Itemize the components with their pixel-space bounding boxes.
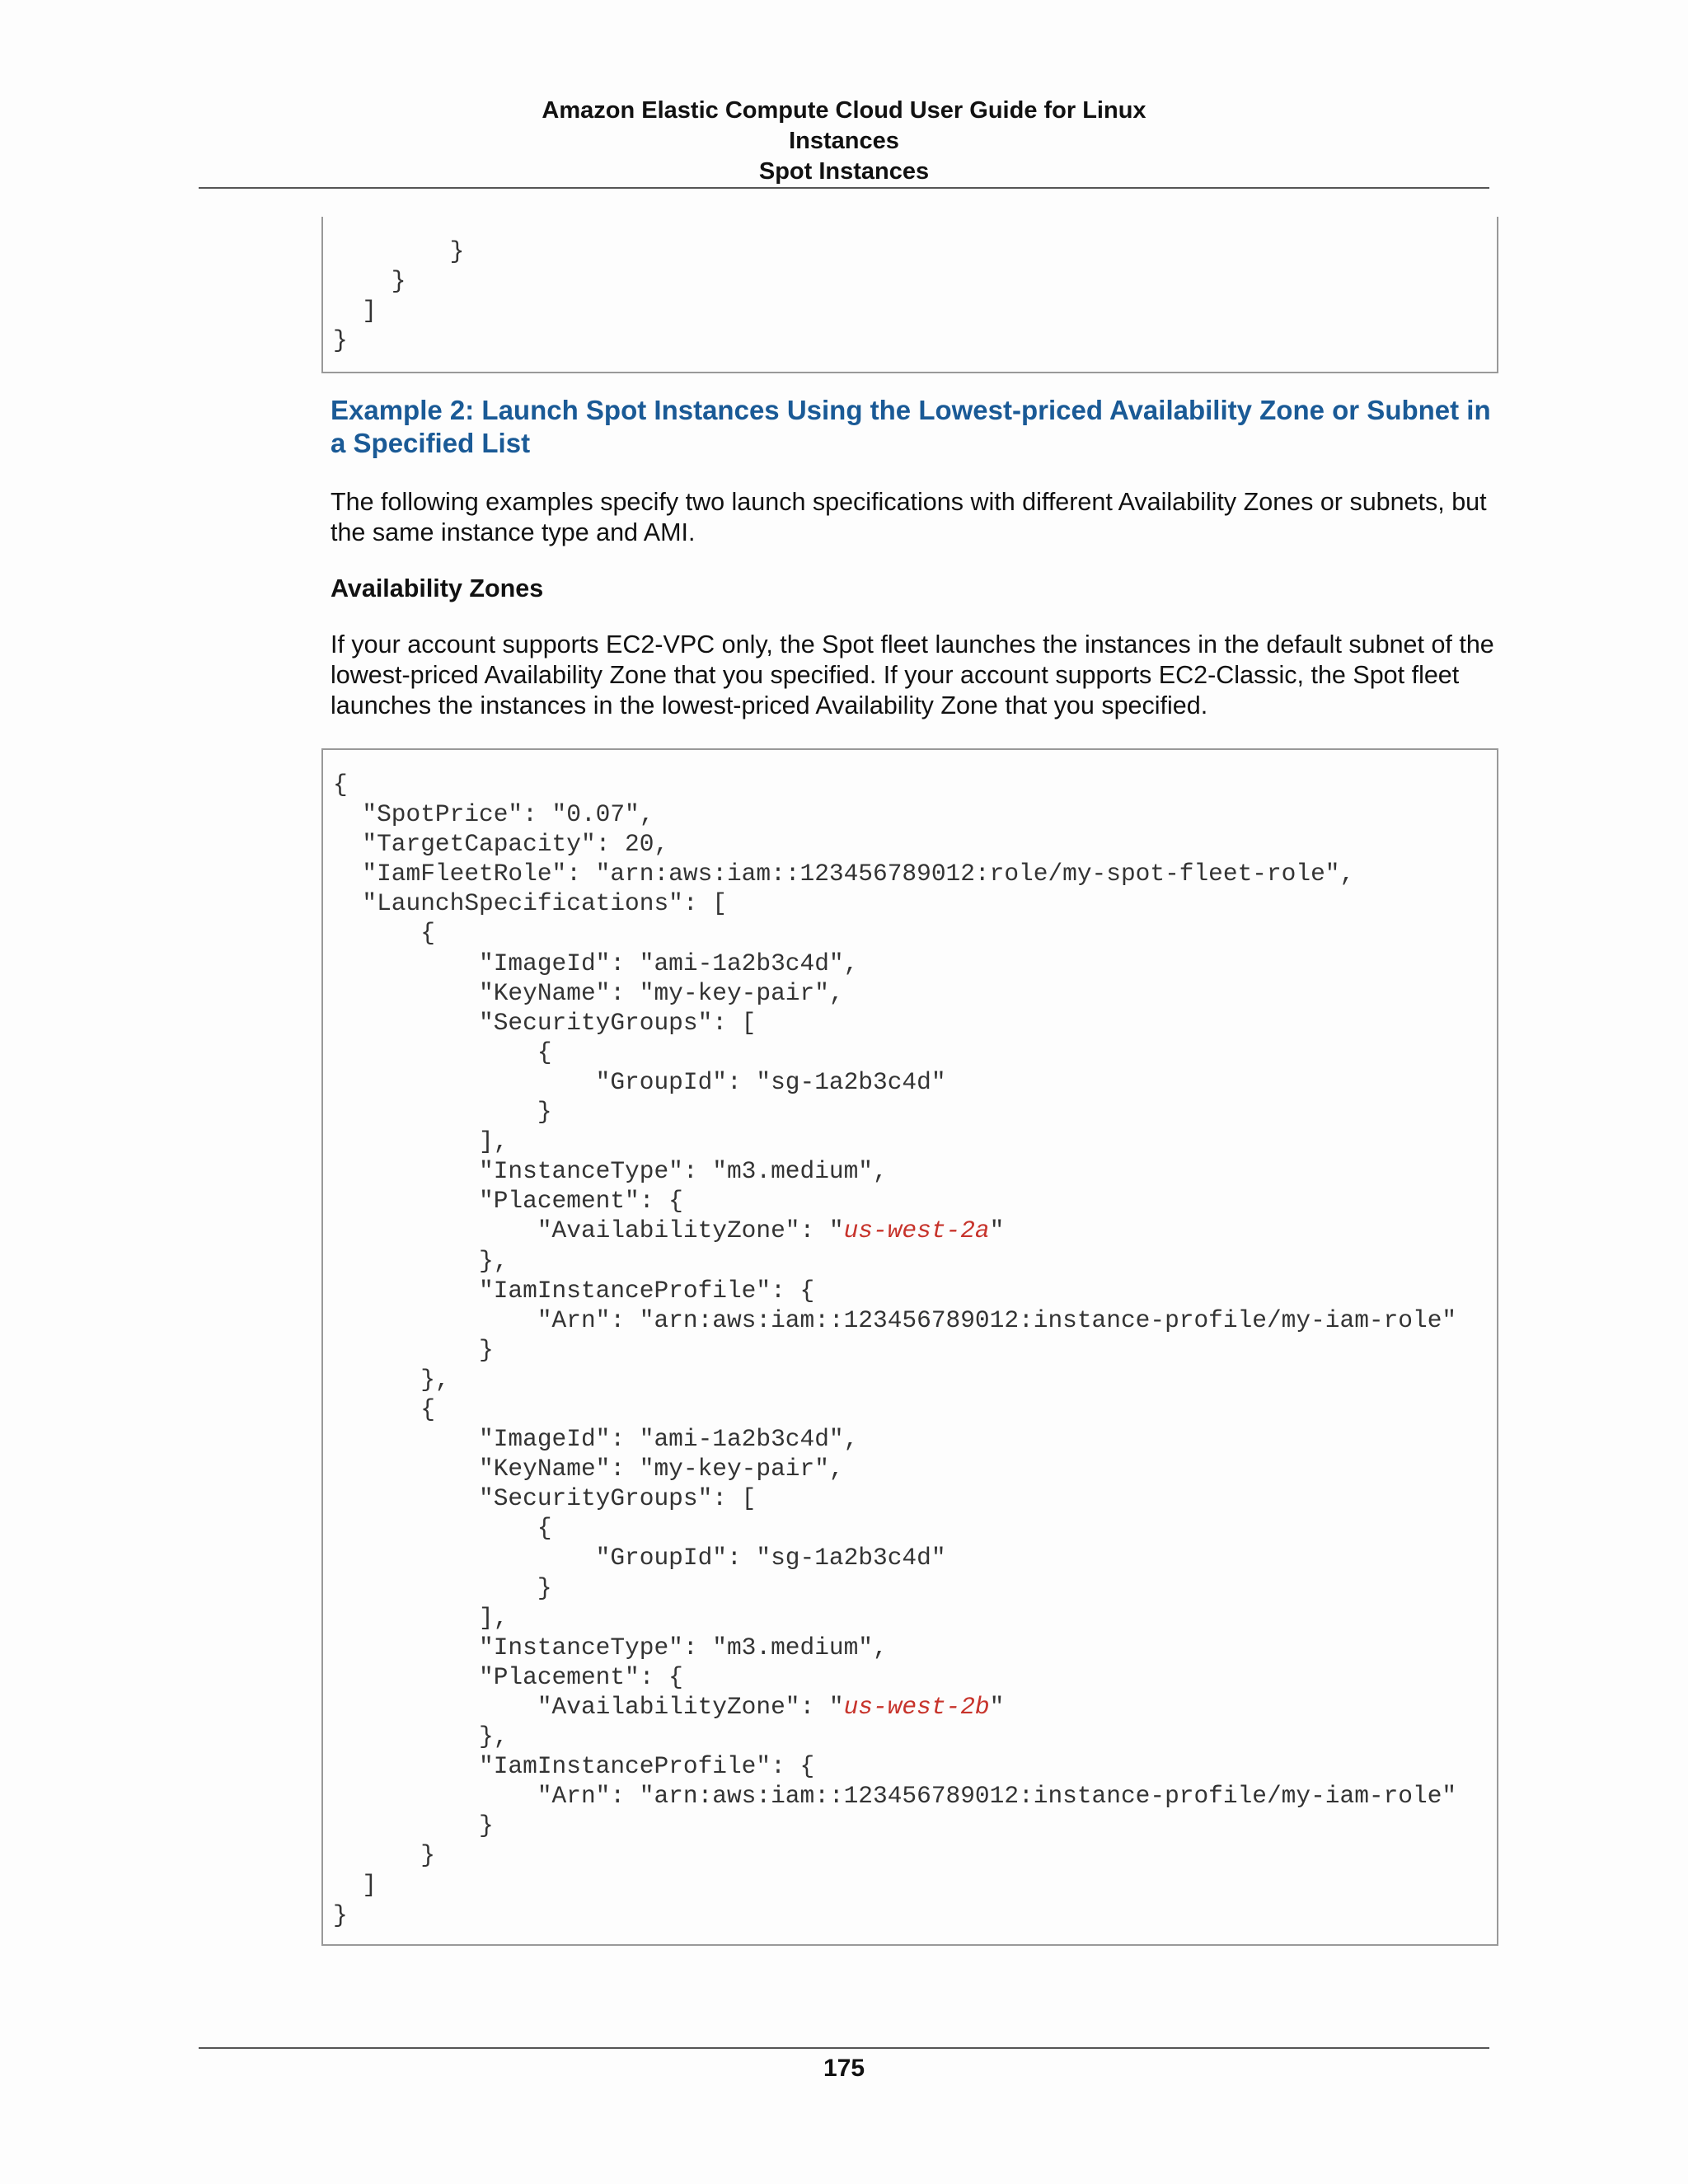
example-heading: Example 2: Launch Spot Instances Using the Lowest-priced Availability Zone or Subnet in a Specified List [331, 395, 1491, 458]
code-line [333, 1574, 552, 1602]
code-text: "AvailabilityZone": " [333, 1692, 844, 1721]
running-header [0, 96, 1688, 187]
code-text: "ImageId": "ami-1a2b3c4d", [333, 949, 859, 977]
code-text: " [989, 1216, 1005, 1245]
code-line [333, 1306, 1456, 1334]
code-text: ] [333, 1871, 377, 1900]
code-text: }, [333, 1722, 509, 1750]
code-line [333, 1633, 888, 1661]
code-line [333, 860, 1354, 888]
code-line [333, 1127, 508, 1155]
code-line [333, 1277, 814, 1305]
code-line: } [333, 326, 348, 355]
code-line [333, 1098, 552, 1126]
code-line [333, 1693, 1004, 1721]
code-text: } [333, 1335, 494, 1364]
code-text: "IamFleetRole": "arn:aws:iam::123456789012:role/my-spot-fleet-role", [333, 860, 1355, 888]
code-text: } [333, 1900, 348, 1929]
code-block-spot-fleet-config [321, 748, 1498, 1946]
code-line: } [333, 267, 406, 296]
code-text: "ImageId": "ami-1a2b3c4d", [333, 1425, 859, 1454]
code-line [333, 1425, 858, 1453]
header-section: Instances [789, 128, 899, 154]
code-line [333, 1752, 814, 1780]
code-text: "Placement": { [333, 1662, 683, 1691]
intro-paragraph: The following examples specify two launch specifications with different Availability Zones or subnets, but the same instance type and AMI. [331, 488, 1487, 546]
code-text: { [333, 771, 348, 799]
code-main-text [323, 750, 1497, 1930]
code-text: " [989, 1692, 1005, 1721]
code-placeholder-value: us-west-2b [843, 1692, 990, 1721]
code-text: "SecurityGroups": [ [333, 1008, 757, 1037]
code-text: "KeyName": "my-key-pair", [333, 1455, 844, 1483]
header-rule [199, 187, 1489, 189]
code-line [333, 1901, 348, 1929]
code-text: ], [333, 1603, 509, 1632]
code-line [333, 1366, 450, 1394]
code-text: "InstanceType": "m3.medium", [333, 1157, 888, 1186]
code-text: "AvailabilityZone": " [333, 1216, 844, 1245]
code-line [333, 1395, 435, 1423]
code-text: "GroupId": "sg-1a2b3c4d" [333, 1067, 946, 1096]
code-text: } [333, 1811, 494, 1840]
code-line [333, 1484, 756, 1512]
code-text: "Arn": "arn:aws:iam::123456789012:instance-profile/my-iam-role" [333, 1305, 1457, 1334]
code-placeholder-value: us-west-2a [843, 1216, 990, 1245]
code-text: { [333, 919, 435, 948]
footer-rule [199, 2047, 1489, 2049]
code-text: }, [333, 1246, 509, 1275]
code-line [333, 1038, 552, 1066]
code-line [333, 830, 668, 858]
code-text: } [333, 1841, 435, 1870]
code-line [333, 1514, 552, 1542]
code-text: }, [333, 1365, 450, 1394]
code-line [333, 771, 348, 799]
code-text: } [333, 1573, 552, 1602]
header-guide-title: Amazon Elastic Compute Cloud User Guide for Linux [542, 97, 1146, 124]
code-text: "IamInstanceProfile": { [333, 1276, 815, 1305]
code-text: "KeyName": "my-key-pair", [333, 978, 844, 1007]
code-line [333, 889, 727, 917]
code-text: "TargetCapacity": 20, [333, 830, 669, 859]
code-text: "InstanceType": "m3.medium", [333, 1633, 888, 1661]
availability-zones-heading: Availability Zones [331, 574, 544, 602]
code-line [333, 1336, 494, 1364]
code-line [333, 1782, 1456, 1810]
code-line: } [333, 237, 465, 265]
code-line [333, 979, 844, 1007]
code-line [333, 919, 435, 947]
code-text: "Arn": "arn:aws:iam::123456789012:instance-profile/my-iam-role" [333, 1782, 1457, 1811]
code-text: "Placement": { [333, 1187, 683, 1216]
code-line [333, 1811, 494, 1840]
code-text: ], [333, 1127, 509, 1156]
code-line [333, 949, 858, 977]
code-line [333, 1068, 946, 1096]
code-line: ] [333, 297, 377, 326]
code-text: "GroupId": "sg-1a2b3c4d" [333, 1544, 946, 1572]
code-line [333, 1187, 683, 1215]
code-line [333, 1157, 888, 1185]
code-line [333, 1216, 1004, 1244]
code-line [333, 1455, 844, 1483]
code-line [333, 800, 654, 828]
code-continuation-text [323, 217, 1497, 355]
availability-zones-paragraph: If your account supports EC2-VPC only, the Spot fleet launches the instances in the default subnet of the lowest-priced Availability Zone that you specified. If your account supports EC2-Classic, the Spot fleet launches the instances in the lowest-priced Availability Zone that you specified. [331, 630, 1494, 719]
code-text: { [333, 1514, 552, 1543]
code-text: "LaunchSpecifications": [ [333, 889, 727, 918]
page-number: 175 [823, 2055, 865, 2082]
code-line [333, 1722, 508, 1750]
code-text: { [333, 1038, 552, 1066]
code-line [333, 1841, 435, 1869]
code-text: "IamInstanceProfile": { [333, 1752, 815, 1781]
code-text: } [333, 1098, 552, 1127]
code-line [333, 1871, 377, 1899]
code-line [333, 1247, 508, 1275]
code-line [333, 1544, 946, 1572]
header-subsection: Spot Instances [758, 158, 930, 185]
code-text: "SecurityGroups": [ [333, 1484, 757, 1513]
code-text: "SpotPrice": "0.07", [333, 800, 654, 829]
code-line [333, 1604, 508, 1632]
code-text: { [333, 1394, 435, 1423]
code-block-continuation [321, 217, 1498, 373]
code-line [333, 1663, 683, 1691]
code-line [333, 1009, 756, 1037]
